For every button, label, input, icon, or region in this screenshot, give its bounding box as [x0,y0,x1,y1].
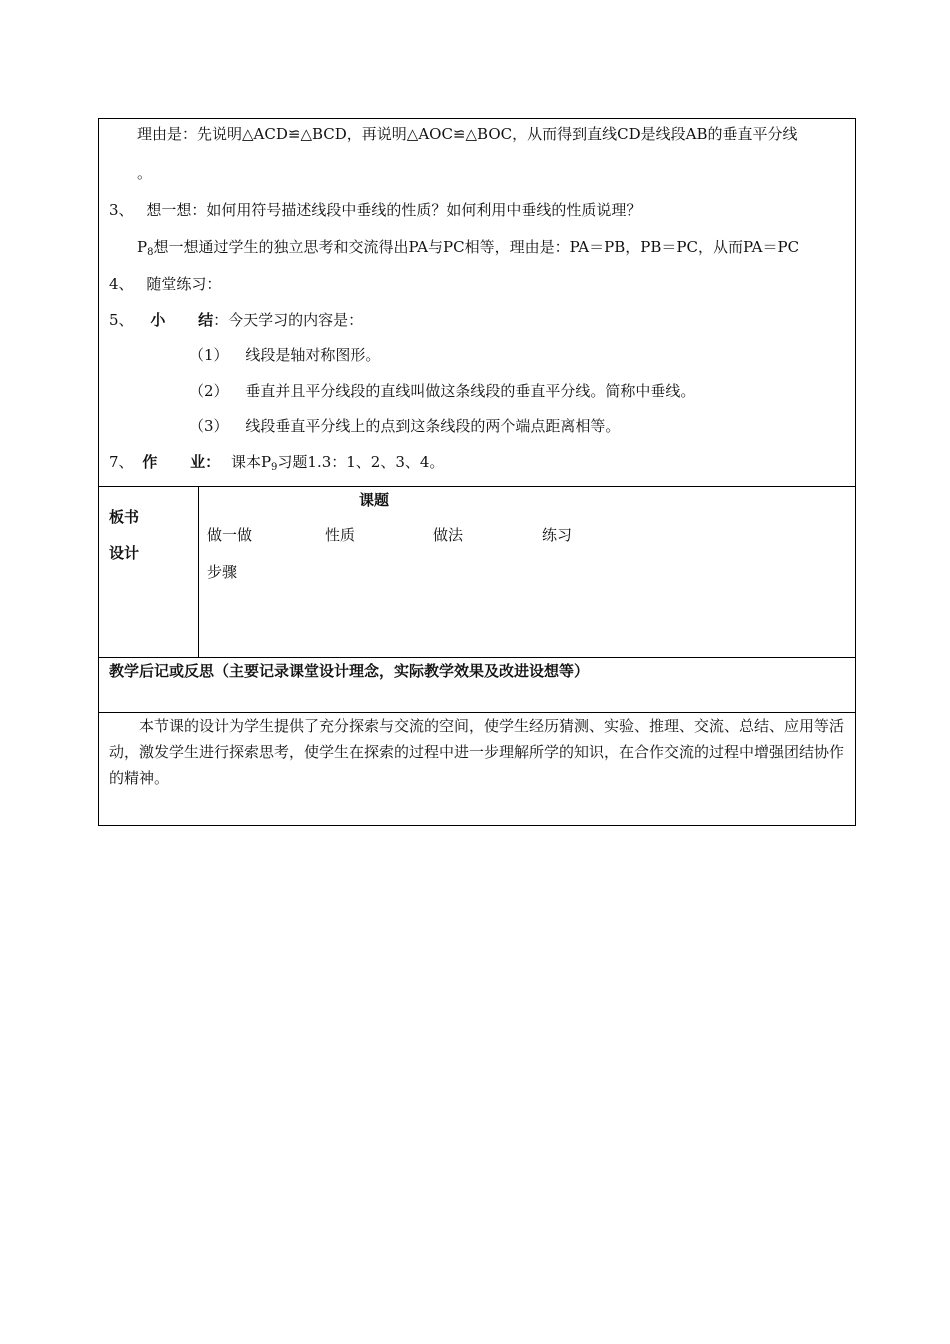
summary-2-text: 垂直并且平分线段的直线叫做这条线段的垂直平分线。简称中垂线。 [245,382,696,400]
divider-board-top [99,486,855,487]
board-label-line1: 板书 [109,508,140,526]
board-row-2: 步骤 [207,563,238,581]
p8-text: 想一想通过学生的独立思考和交流得出PA与PC相等，理由是：PA＝PB，PB＝PC，从而PA＝PC [153,238,800,256]
lesson-plan-table [98,118,856,826]
item-3 [109,200,641,220]
item-7-text-a: 课本P [230,453,272,471]
item-7-colon: ： [205,453,221,471]
summary-3 [189,416,620,436]
item-5 [109,310,363,330]
item-3-number: 3、 [109,201,134,219]
reflection-body: 本节课的设计为学生提供了充分探索与交流的空间，使学生经历猜测、实验、推理、交流、总结、应用等活动，激发学生进行探索思考，使学生在探索的过程中进一步理解所学的知识，在合作交流的过程中增强团结协作的精神。 [109,717,845,787]
board-col-3: 做法 [433,526,464,544]
summary-3-number: （3） [189,417,229,435]
item-4-number: 4、 [109,275,134,293]
summary-1 [189,345,380,365]
p8-subscript: 8 [147,247,154,258]
summary-1-text: 线段是轴对称图形。 [245,346,381,364]
summary-2-number: （2） [189,382,229,400]
reason-end: 。 [137,164,153,182]
board-column-divider [198,486,199,657]
item-5-label-a: 小 [150,311,166,329]
divider-reflection-top [99,657,855,658]
item-7-label-a: 作 [142,453,158,471]
item-5-label-b: 结 [198,311,214,329]
item-7-label-b: 业 [190,453,206,471]
p8-prefix: P [137,238,148,256]
item-7-number: 7、 [109,453,134,471]
reason-line [137,124,797,144]
item-5-number: 5、 [109,311,134,329]
board-title: 课题 [359,491,390,509]
reason-text: 理由是：先说明△ACD≌△BCD，再说明△AOC≌△BOC，从而得到直线CD是线段AB的垂直平分线 [137,125,798,143]
reflection-heading: 教学后记或反思（主要记录课堂设计理念，实际教学效果及改进设想等） [109,662,590,680]
board-label-line2: 设计 [109,544,140,562]
p8-line [137,237,799,263]
board-col-1: 做一做 [207,526,253,544]
item-7-subscript: 9 [271,462,278,473]
item-5-text: ：今天学习的内容是： [213,311,364,329]
item-3-text: 想一想：如何用符号描述线段中垂线的性质？如何利用中垂线的性质说理？ [146,201,642,219]
summary-2 [189,381,695,401]
board-col-2: 性质 [325,526,356,544]
item-7-text-b: 习题1.3：1、2、3、4。 [277,453,445,471]
item-4-text: 随堂练习： [146,275,222,293]
item-7 [109,452,444,478]
summary-1-number: （1） [189,346,229,364]
item-4 [109,274,221,294]
board-col-4: 练习 [542,526,573,544]
summary-3-text: 线段垂直平分线上的点到这条线段的两个端点距离相等。 [245,417,621,435]
